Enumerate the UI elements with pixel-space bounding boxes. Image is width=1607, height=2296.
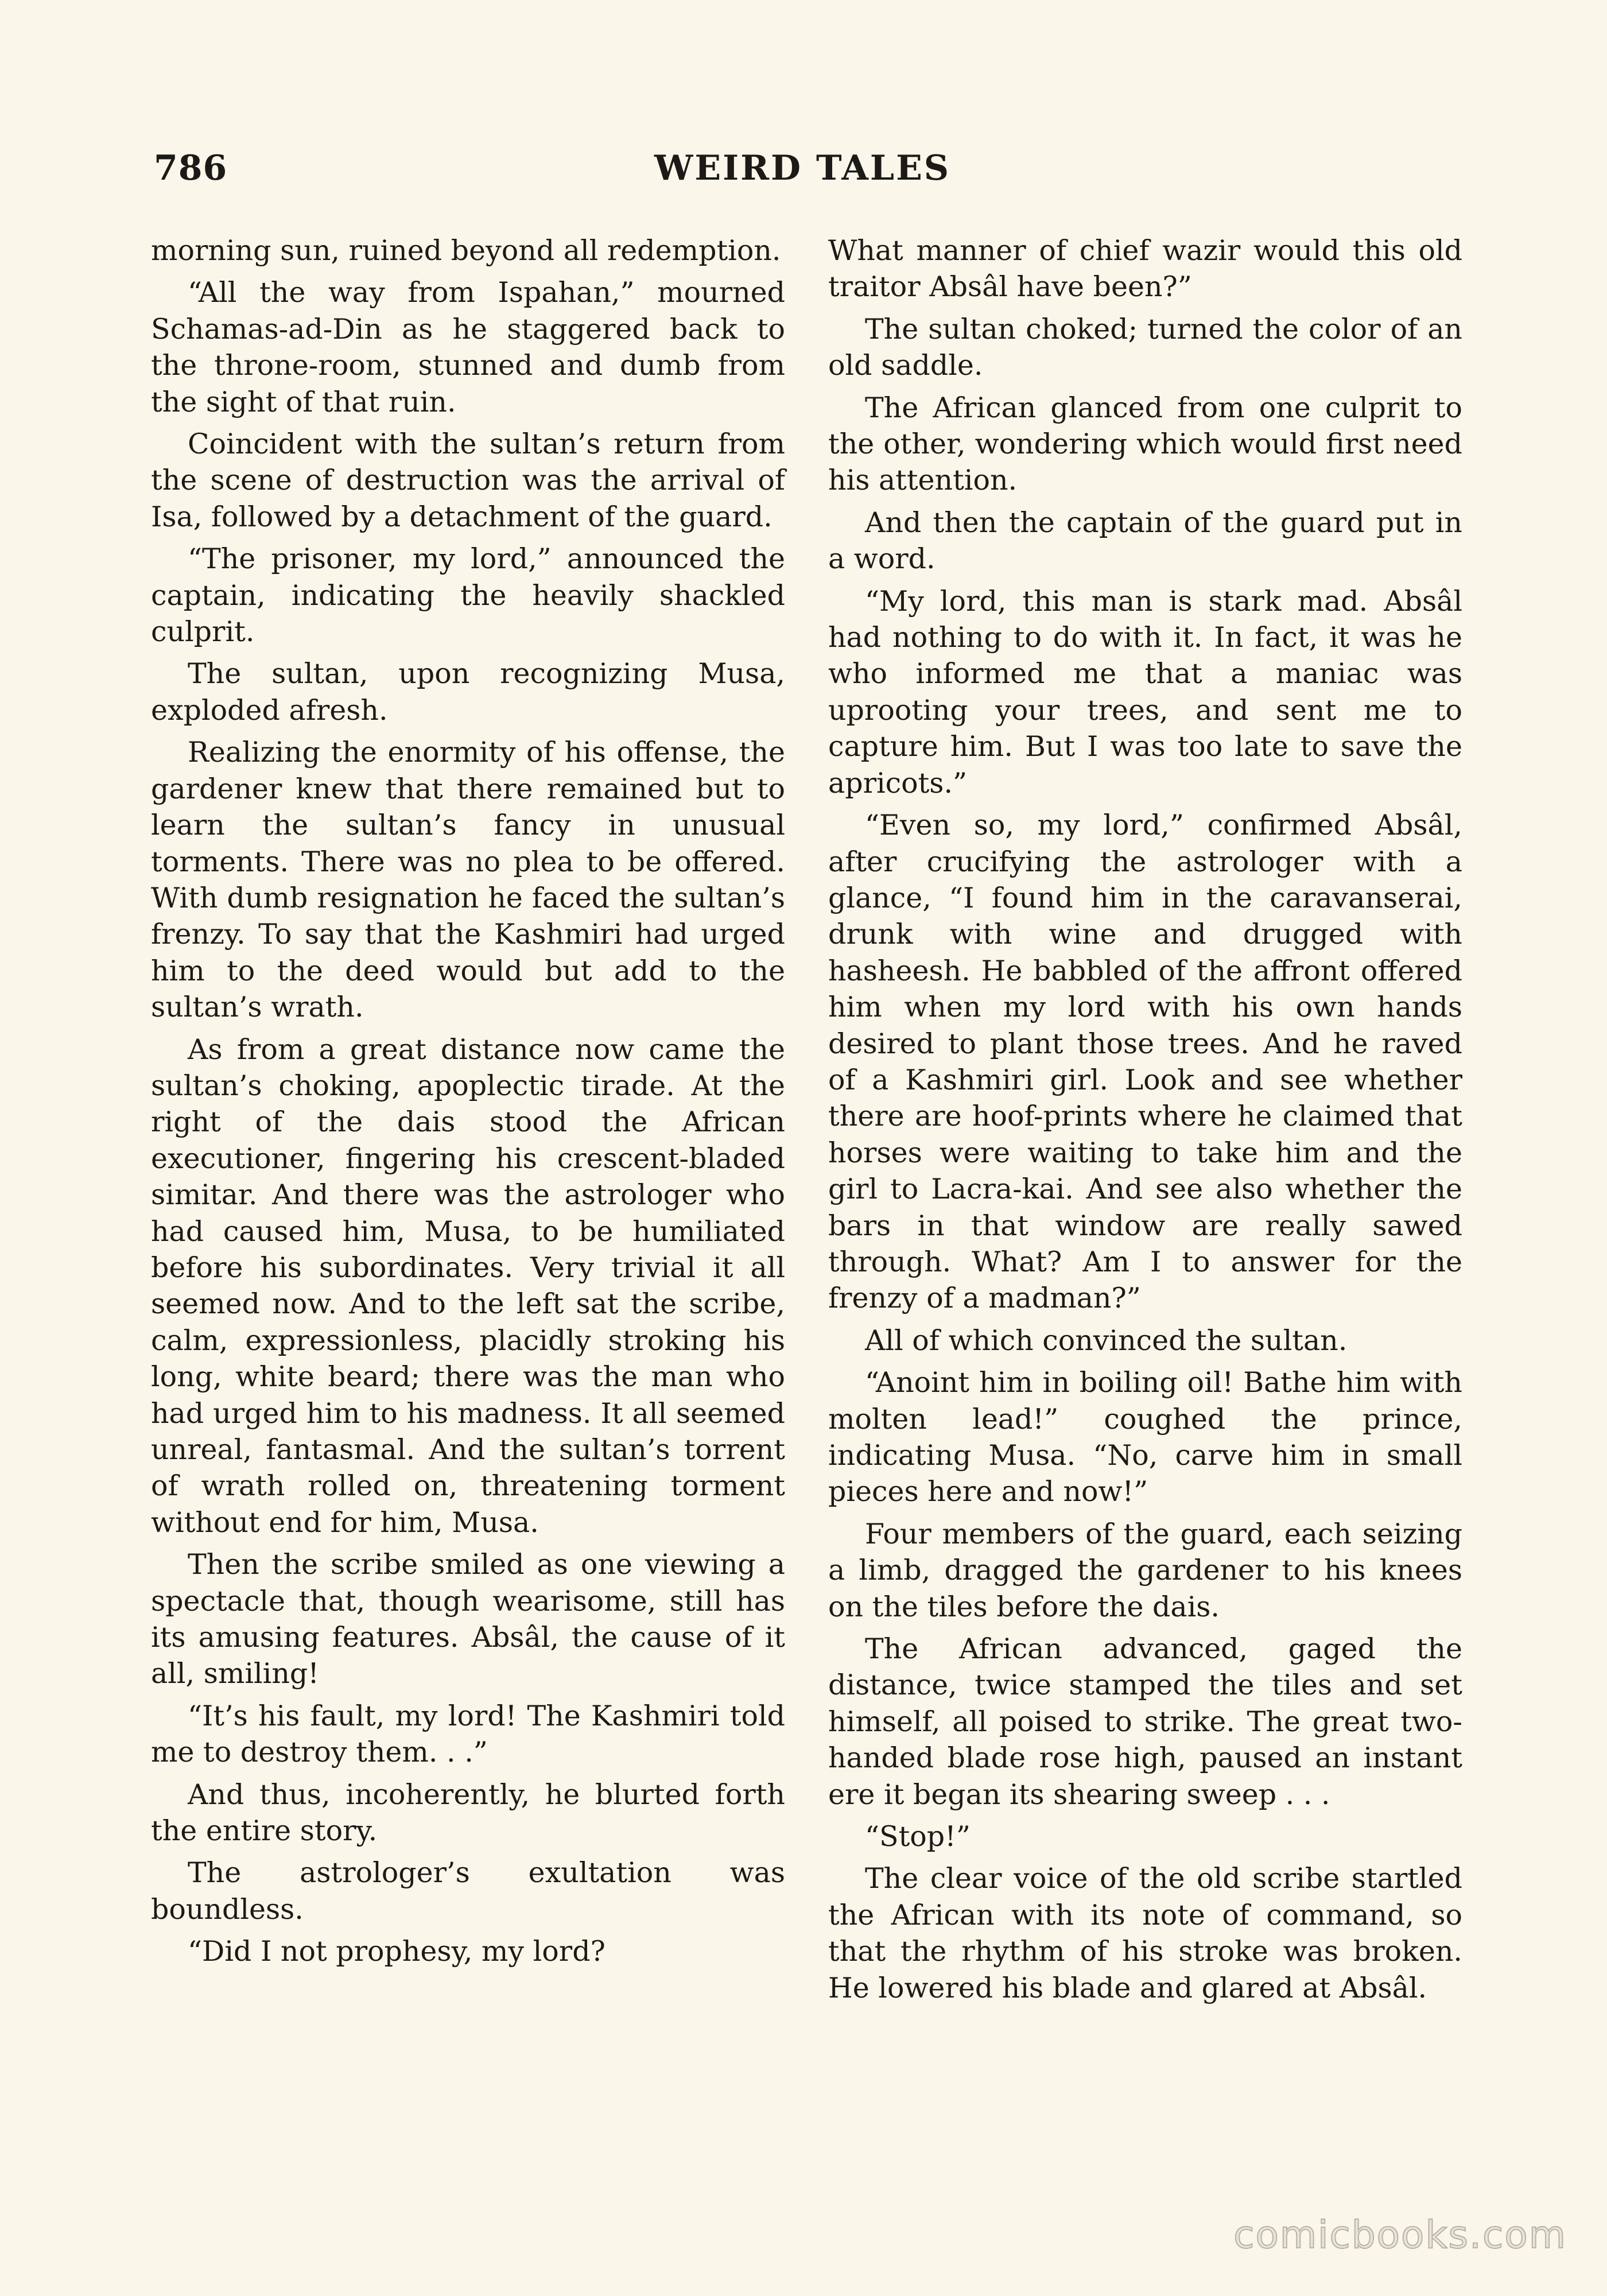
- paragraph: As from a great distance now came the sultan’s choking, apoplectic tirade. At the right of the dais stood the African executioner, fingering his crescent-bladed simitar. And there was the astrologer who had caused him, Musa, to be humiliated before his subordinates. Very trivial it all seemed now. And to the left sat the scribe, calm, expressionless, placidly stroking his long, white beard; there was the man who had urged him to his madness. It all seemed unreal, fantasmal. And the sultan’s torrent of wrath rolled on, threatening torment without end for him, Musa.: [151, 1033, 785, 1539]
- paragraph: “Anoint him in boiling oil! Bathe him with molten lead!” coughed the prince, indicating Musa. “No, carve him in small pieces here and now!”: [828, 1366, 1462, 1508]
- right-column: [828, 232, 1462, 2012]
- paragraph: The African advanced, gaged the distance, twice stamped the tiles and set himself, all poised to strike. The great two-handed blade rose high, paused an instant ere it began its shearing sweep . . .: [828, 1632, 1462, 1811]
- paragraph: The African glanced from one culprit to the other, wondering which would first need his attention.: [828, 391, 1462, 497]
- paragraph: All of which convinced the sultan.: [865, 1324, 1348, 1357]
- magazine-title: WEIRD TALES: [654, 148, 951, 188]
- paragraph: “Stop!”: [865, 1820, 971, 1853]
- paragraph: The sultan, upon recognizing Musa, exploded afresh.: [151, 657, 785, 727]
- paragraph: The astrologer’s exultation was boundless.: [151, 1856, 785, 1926]
- paragraph-continuation: What manner of chief wazir would this old traitor Absâl have been?”: [828, 234, 1462, 304]
- paragraph: morning sun, ruined beyond all redemption.: [151, 234, 781, 267]
- paragraph: “The prisoner, my lord,” announced the captain, indicating the heavily shackled culprit.: [151, 542, 785, 649]
- paragraph: And thus, incoherently, he blurted forth the entire story.: [151, 1778, 785, 1848]
- paragraph: Realizing the enormity of his offense, the gardener knew that there remained but to learn the sultan’s fancy in unusual torments. There was no plea to be offered. With dumb resignation he faced the sultan’s frenzy. To say that the Kashmiri had urged him to the deed would but add to the sultan’s wrath.: [151, 736, 785, 1024]
- paragraph: “All the way from Ispahan,” mourned Schamas-ad-Din as he staggered back to the throne-room, stunned and dumb from the sight of that ruin.: [151, 276, 785, 418]
- paragraph: “It’s his fault, my lord! The Kashmiri told me to destroy them. . .”: [151, 1699, 785, 1769]
- watermark: comicbooks.com: [1233, 2213, 1567, 2257]
- paragraph: “Even so, my lord,” confirmed Absâl, after crucifying the astrologer with a glance, “I found him in the caravanserai, drunk with wine and drugged with hasheesh. He babbled of the affront offered him when my lord with his own hands desired to plant those trees. And he raved of a Kashmiri girl. Look and see whether there are hoof-prints where he claimed that horses were waiting to take him and the girl to Lacra-kai. And see also whether the bars in that window are really sawed through. What? Am I to answer for the frenzy of a madman?”: [828, 809, 1462, 1315]
- paragraph: And then the captain of the guard put in a word.: [828, 506, 1462, 576]
- paragraph: “Did I not prophesy, my lord?: [188, 1935, 605, 1968]
- paragraph: The clear voice of the old scribe startled the African with its note of command, so that the rhythm of his stroke was broken. He lowered his blade and glared at Absâl.: [828, 1862, 1462, 2004]
- paragraph: Then the scribe smiled as one viewing a spectacle that, though wearisome, still has its amusing features. Absâl, the cause of it all, smiling!: [151, 1548, 785, 1690]
- page-number: 786: [154, 148, 228, 188]
- left-column: [151, 232, 785, 1976]
- paragraph: “My lord, this man is stark mad. Absâl had nothing to do with it. In fact, it was he who informed me that a maniac was uprooting your trees, and sent me to capture him. But I was too late to save the apricots.”: [828, 584, 1462, 800]
- paragraph: The sultan choked; turned the color of an old saddle.: [828, 312, 1462, 382]
- paragraph: Four members of the guard, each seizing a limb, dragged the gardener to his knees on the tiles before the dais.: [828, 1517, 1462, 1623]
- paragraph: Coincident with the sultan’s return from the scene of destruction was the arrival of Isa, followed by a detachment of the guard.: [151, 428, 785, 533]
